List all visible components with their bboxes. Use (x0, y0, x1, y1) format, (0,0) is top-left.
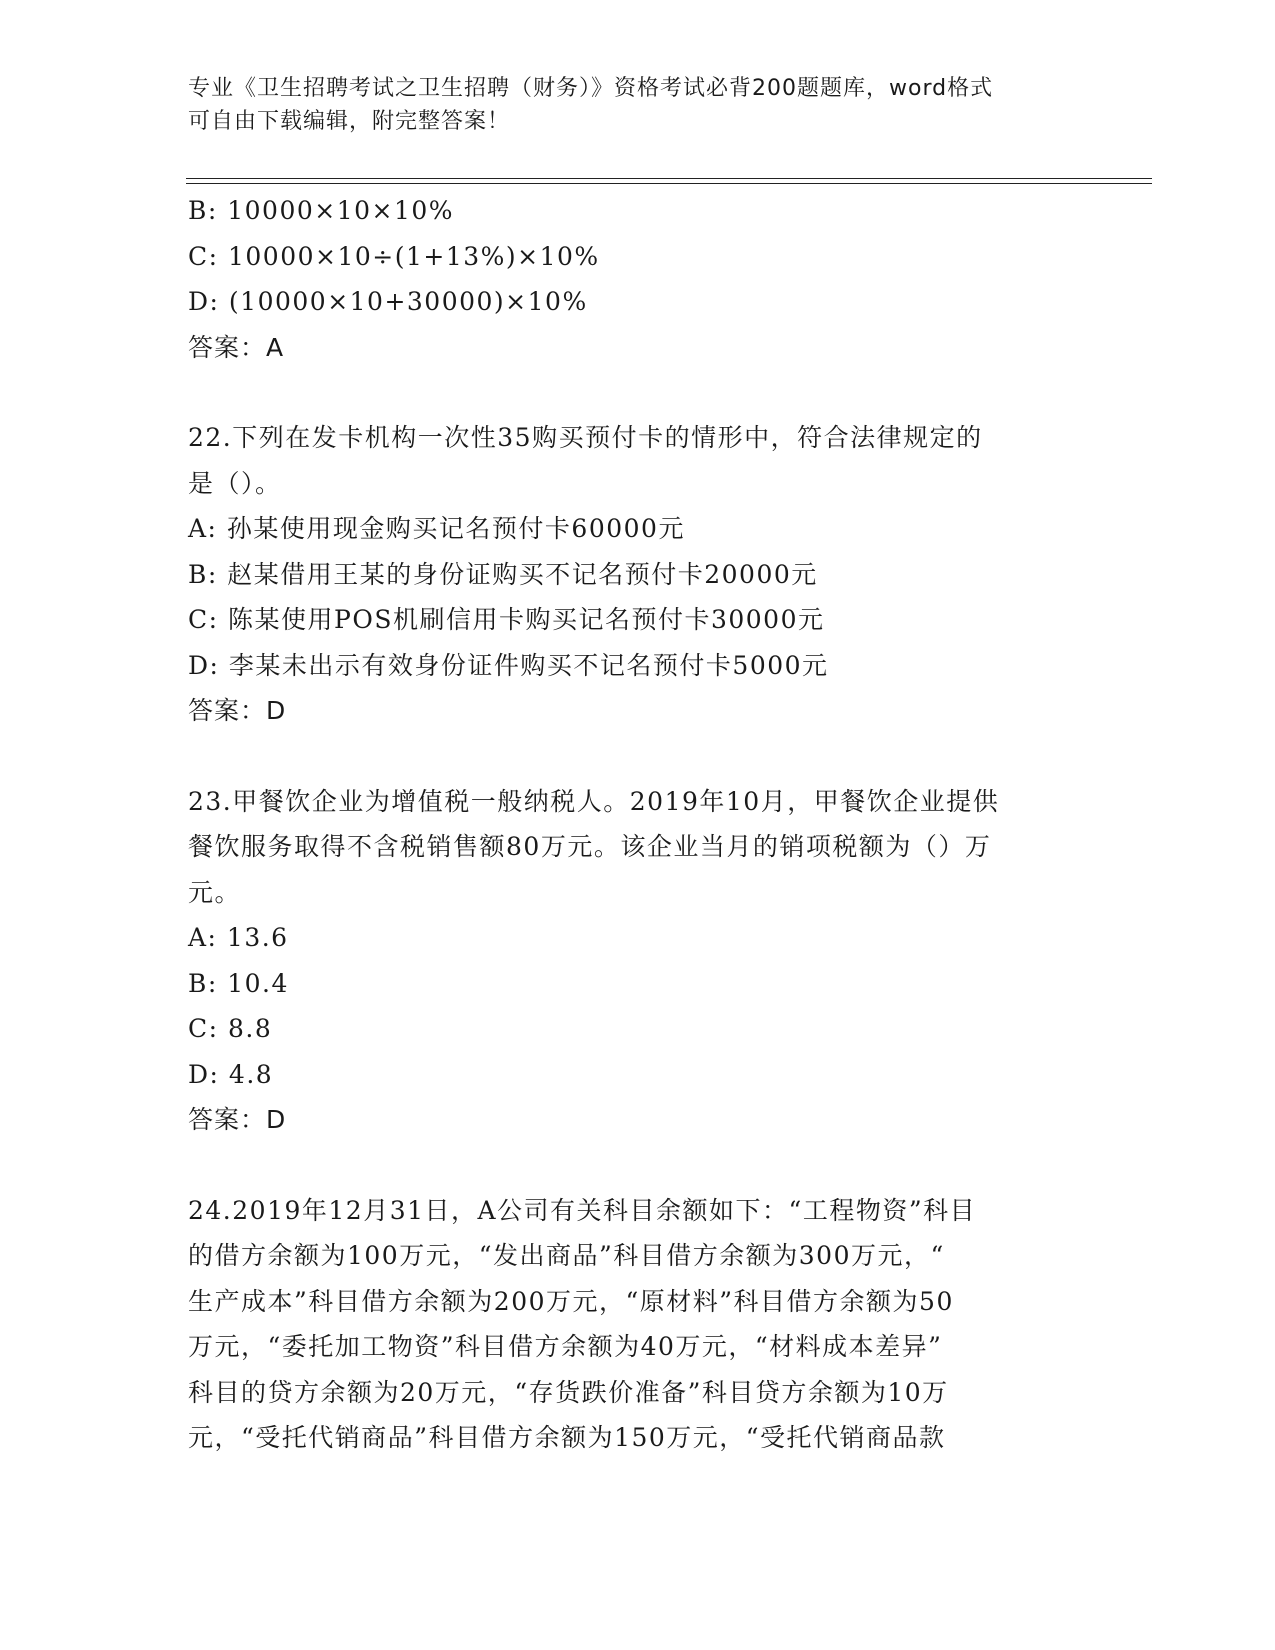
question-stem: 生产成本”科目借方余额为200万元，“原材料”科目借方余额为50 (188, 1286, 954, 1316)
option-b: B: 赵某借用王某的身份证购买不记名预付卡20000元 (188, 559, 818, 589)
option-c: C: 8.8 (188, 1014, 273, 1043)
question-23 (188, 779, 1068, 1143)
document-header (188, 72, 1088, 138)
header-line-2: 可自由下载编辑，附完整答案！ (188, 109, 511, 134)
option-d: D: 4.8 (188, 1059, 274, 1089)
question-21 (188, 188, 1068, 370)
question-stem: 餐饮服务取得不含税销售额80万元。该企业当月的销项税额为（）万 (188, 832, 992, 861)
option-d: D: 李某未出示有效身份证件购买不记名预付卡5000元 (188, 650, 829, 680)
option-a: A: 孙某使用现金购买记名预付卡60000元 (188, 514, 685, 543)
question-stem: 22.下列在发卡机构一次性35购买预付卡的情形中，符合法律规定的 (188, 423, 983, 452)
option-c: C: 10000×10÷(1+13%)×10% (188, 241, 600, 271)
question-stem: 万元，“委托加工物资”科目借方余额为40万元，“材料成本差异” (188, 1332, 943, 1361)
question-stem: 元，“受托代销商品”科目借方余额为150万元，“受托代销商品款 (188, 1423, 946, 1452)
answer: 答案：A (188, 332, 285, 362)
option-c: C: 陈某使用POS机刷信用卡购买记名预付卡30000元 (188, 605, 825, 634)
question-stem: 元。 (188, 877, 242, 907)
question-stem: 24.2019年12月31日，A公司有关科目余额如下：“工程物资”科目 (188, 1195, 977, 1225)
header-divider-top (186, 178, 1152, 179)
header-divider-bottom (186, 183, 1152, 184)
answer: 答案：D (188, 696, 287, 725)
question-22 (188, 415, 1068, 734)
question-24 (188, 1188, 1068, 1461)
question-stem: 是（）。 (188, 468, 282, 498)
question-stem: 23.甲餐饮企业为增值税一般纳税人。2019年10月，甲餐饮企业提供 (188, 786, 1000, 816)
option-b: B: 10.4 (188, 968, 289, 998)
question-stem: 的借方余额为100万元，“发出商品”科目借方余额为300万元，“ (188, 1241, 945, 1270)
header-line-1: 专业《卫生招聘考试之卫生招聘（财务）》资格考试必背200题题库，word格式 (188, 76, 994, 101)
answer: 答案：D (188, 1105, 287, 1134)
question-stem: 科目的贷方余额为20万元，“存货跌价准备”科目贷方余额为10万 (188, 1377, 949, 1407)
option-d: D: (10000×10+30000)×10% (188, 287, 588, 316)
option-b: B: 10000×10×10% (188, 196, 455, 225)
document-body (188, 188, 1068, 1461)
option-a: A: 13.6 (188, 923, 289, 952)
